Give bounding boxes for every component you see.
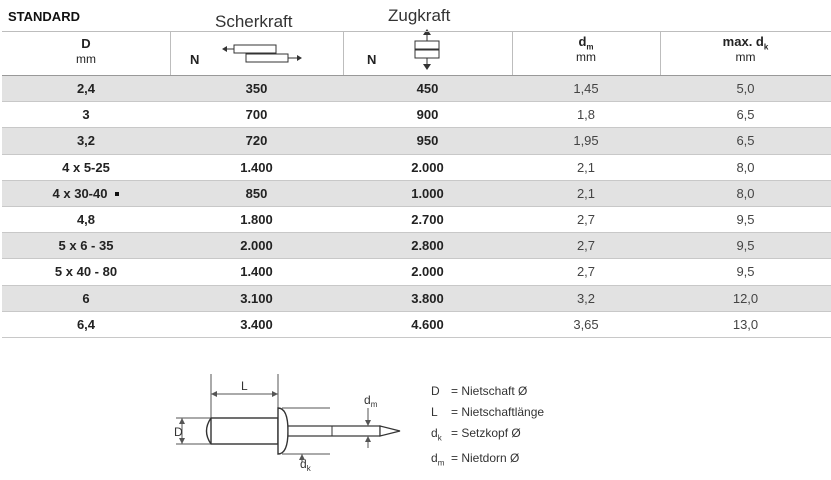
cell-scherkraft <box>170 102 343 128</box>
legend <box>431 381 544 474</box>
cell-dk-text: 13,0 <box>732 316 759 332</box>
cell-scherkraft-text: 350 <box>245 81 268 96</box>
diagram-label-dm: $d_m$ <box>364 393 378 409</box>
header-zugkraft-unit: N <box>367 52 377 67</box>
table-row <box>2 286 831 312</box>
cell-zugkraft-text: 3.800 <box>411 290 444 306</box>
header-zugkraft <box>343 0 512 76</box>
cell-scherkraft <box>170 76 343 102</box>
cell-d-text: 6 <box>82 290 90 306</box>
table-row <box>2 128 831 154</box>
cell-scherkraft-text: 3.400 <box>240 316 273 332</box>
row-divider <box>2 337 831 338</box>
cell-dm <box>512 259 660 285</box>
cell-dk <box>660 181 831 207</box>
cell-dk <box>660 259 831 285</box>
cell-scherkraft <box>170 286 343 312</box>
cell-d <box>2 128 170 154</box>
header-d <box>2 0 170 76</box>
tensile-force-icon <box>407 28 447 72</box>
cell-zugkraft <box>343 128 512 154</box>
cell-dm-text: 1,45 <box>573 81 599 96</box>
cell-zugkraft-text: 950 <box>416 133 439 149</box>
cell-dm-text: 2,1 <box>576 159 596 175</box>
cell-zugkraft-text: 900 <box>416 107 439 123</box>
cell-zugkraft <box>343 155 512 181</box>
table-row <box>2 76 831 102</box>
cell-zugkraft <box>343 312 512 338</box>
table-row <box>2 312 831 338</box>
cell-d-text: 3 <box>82 107 90 123</box>
rivet-drawing <box>170 370 420 480</box>
cell-dm-text: 3,2 <box>576 290 596 306</box>
table-row <box>2 155 831 181</box>
cell-d <box>2 181 170 207</box>
cell-d <box>2 233 170 259</box>
cell-dk <box>660 128 831 154</box>
cell-dk-text: 5,0 <box>736 81 755 96</box>
cell-dk-text: 9,5 <box>736 211 755 227</box>
data-table-body <box>2 76 831 338</box>
cell-dk <box>660 76 831 102</box>
legend-symbol: $d_m$ <box>431 451 445 468</box>
cell-scherkraft-text: 3.100 <box>240 290 273 306</box>
cell-scherkraft-text: 850 <box>245 185 268 201</box>
cell-zugkraft <box>343 102 512 128</box>
cell-d-text: 5 x 40 - 80 <box>54 264 118 280</box>
header-top-line <box>2 31 831 32</box>
cell-zugkraft-text: 2.000 <box>411 264 444 280</box>
table-row <box>2 181 831 207</box>
header-dk <box>660 0 831 76</box>
header-dm-label: $d_m$ <box>578 34 594 52</box>
table-row <box>2 207 831 233</box>
cell-zugkraft-text: 2.000 <box>411 159 444 175</box>
cell-d-text: 4 x 30-40 <box>52 185 108 201</box>
cell-d <box>2 207 170 233</box>
cell-d-text: 5 x 6 - 35 <box>58 238 114 254</box>
cell-dk-text: 8,0 <box>736 185 755 201</box>
cell-dk-text: 12,0 <box>732 290 759 306</box>
cell-zugkraft-text: 2.800 <box>411 238 444 254</box>
header-dm <box>512 0 660 76</box>
cell-zugkraft <box>343 181 512 207</box>
cell-dm <box>512 181 660 207</box>
legend-symbol: D <box>431 384 440 398</box>
cell-d-text: 4,8 <box>76 211 96 227</box>
cell-zugkraft <box>343 76 512 102</box>
cell-dm-text: 1,95 <box>573 133 599 149</box>
cell-dk <box>660 312 831 338</box>
legend-item <box>431 381 544 402</box>
cell-d <box>2 76 170 102</box>
cell-zugkraft <box>343 259 512 285</box>
cell-dm <box>512 128 660 154</box>
legend-item <box>431 448 544 473</box>
cell-zugkraft <box>343 286 512 312</box>
diagram-label-l: L <box>241 379 248 393</box>
legend-text: = Setzkopf Ø <box>451 426 521 440</box>
header-scherkraft-title: Scherkraft <box>215 12 293 31</box>
cell-scherkraft <box>170 181 343 207</box>
cell-scherkraft-text: 1.400 <box>240 264 273 280</box>
cell-scherkraft <box>170 207 343 233</box>
header-zugkraft-title: Zugkraft <box>388 6 451 25</box>
cell-dm <box>512 207 660 233</box>
cell-scherkraft-text: 1.800 <box>240 211 273 227</box>
legend-item <box>431 402 544 423</box>
header-scherkraft <box>170 0 343 76</box>
cell-scherkraft-text: 2.000 <box>240 238 273 254</box>
cell-d <box>2 312 170 338</box>
cell-dm <box>512 312 660 338</box>
header-dk-label: max. $d_k$ <box>722 34 769 52</box>
cell-dk <box>660 286 831 312</box>
cell-d <box>2 102 170 128</box>
cell-scherkraft <box>170 128 343 154</box>
legend-symbol: $d_k$ <box>431 426 442 443</box>
legend-text: = Nietschaft Ø <box>451 384 528 398</box>
table-row <box>2 233 831 259</box>
cell-dm-text: 1,8 <box>576 107 596 123</box>
cell-scherkraft-text: 1.400 <box>240 159 273 175</box>
cell-zugkraft <box>343 233 512 259</box>
cell-dm-text: 2,7 <box>576 211 596 227</box>
shear-force-icon <box>222 42 304 66</box>
diagram-label-dk: $d_k$ <box>300 457 311 473</box>
cell-dm <box>512 76 660 102</box>
cell-dk-text: 9,5 <box>736 264 755 280</box>
header-scherkraft-unit: N <box>190 52 200 67</box>
cell-scherkraft-text: 700 <box>245 107 268 123</box>
cell-dm-text: 2,1 <box>576 185 596 201</box>
cell-dk <box>660 155 831 181</box>
header-dm-unit: mm <box>576 50 596 64</box>
legend-item <box>431 423 544 448</box>
cell-scherkraft <box>170 259 343 285</box>
cell-d-text: 6,4 <box>76 316 96 332</box>
table-title: STANDARD <box>8 9 80 24</box>
cell-dk-text: 6,5 <box>736 107 755 123</box>
cell-d <box>2 155 170 181</box>
cell-scherkraft <box>170 233 343 259</box>
cell-d-text: 4 x 5-25 <box>62 159 110 175</box>
header-d-label: D <box>81 36 91 51</box>
cell-d <box>2 286 170 312</box>
legend-text: = Nietschaftlänge <box>451 405 545 419</box>
cell-dm <box>512 102 660 128</box>
diagram-label-d: D <box>174 425 183 439</box>
cell-d <box>2 259 170 285</box>
legend-text: = Nietdorn Ø <box>451 451 520 466</box>
cell-zugkraft <box>343 207 512 233</box>
cell-dm <box>512 233 660 259</box>
cell-dm <box>512 155 660 181</box>
cell-zugkraft-text: 1.000 <box>411 185 444 201</box>
footnote-marker-icon <box>115 192 119 196</box>
cell-d-text: 2,4 <box>76 81 96 96</box>
cell-dk-text: 6,5 <box>736 133 755 149</box>
cell-zugkraft-text: 2.700 <box>411 211 444 227</box>
cell-dk-text: 8,0 <box>736 159 755 175</box>
cell-d-text: 3,2 <box>76 133 96 149</box>
table-row <box>2 102 831 128</box>
cell-dk <box>660 102 831 128</box>
cell-zugkraft-text: 450 <box>416 81 439 96</box>
cell-dm-text: 3,65 <box>573 316 599 332</box>
legend-symbol: L <box>431 405 438 419</box>
cell-dk-text: 9,5 <box>736 238 755 254</box>
table-row <box>2 259 831 285</box>
cell-dk <box>660 233 831 259</box>
cell-zugkraft-text: 4.600 <box>411 316 444 332</box>
header-d-unit: mm <box>76 52 96 66</box>
cell-dm-text: 2,7 <box>576 264 596 280</box>
cell-dm <box>512 286 660 312</box>
cell-scherkraft-text: 720 <box>245 133 268 149</box>
cell-dm-text: 2,7 <box>576 238 596 254</box>
header-dk-unit: mm <box>735 50 756 64</box>
cell-scherkraft <box>170 312 343 338</box>
cell-dk <box>660 207 831 233</box>
cell-scherkraft <box>170 155 343 181</box>
